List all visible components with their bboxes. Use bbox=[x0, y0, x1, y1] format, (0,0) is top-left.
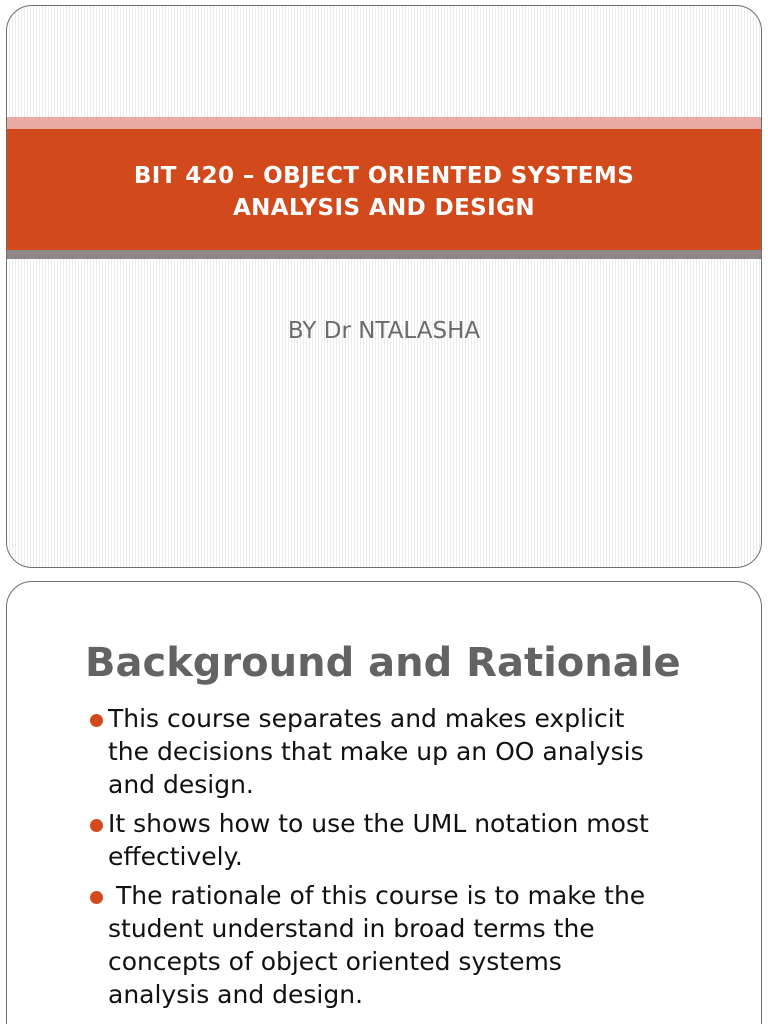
slide-title-line2: ANALYSIS AND DESIGN bbox=[232, 195, 536, 221]
bullet-text-line: student understand in broad terms the bbox=[108, 914, 595, 943]
bullet-item bbox=[87, 879, 727, 1011]
bullet-text-line: The rationale of this course is to make the bbox=[108, 881, 646, 910]
bullet-list bbox=[87, 702, 727, 1017]
bullet-dot-icon bbox=[90, 714, 103, 727]
bullet-text-line: the decisions that make up an OO analysis bbox=[108, 737, 644, 766]
bullet-text-line: and design. bbox=[108, 770, 254, 799]
title-band bbox=[7, 129, 761, 250]
bullet-text-line: concepts of object oriented systems bbox=[108, 947, 562, 976]
content-slide-title: Background and Rationale bbox=[85, 640, 681, 686]
bullet-item bbox=[87, 807, 727, 873]
slide-title bbox=[134, 160, 634, 224]
slide-title-line1: BIT 420 – OBJECT ORIENTED SYSTEMS bbox=[133, 163, 635, 189]
slide-subtitle: BY Dr NTALASHA bbox=[287, 318, 481, 344]
title-divider-strip bbox=[7, 250, 761, 259]
title-slide[interactable] bbox=[6, 5, 762, 568]
bullet-text-line: analysis and design. bbox=[108, 980, 364, 1009]
bullet-dot-icon bbox=[90, 891, 103, 904]
bullet-dot-icon bbox=[90, 819, 103, 832]
bullet-item bbox=[87, 702, 727, 801]
content-slide[interactable] bbox=[6, 581, 762, 1024]
bullet-text-line: effectively. bbox=[108, 842, 243, 871]
bullet-text-line: It shows how to use the UML notation most bbox=[108, 809, 649, 838]
bullet-text-line: This course separates and makes explicit bbox=[108, 704, 625, 733]
